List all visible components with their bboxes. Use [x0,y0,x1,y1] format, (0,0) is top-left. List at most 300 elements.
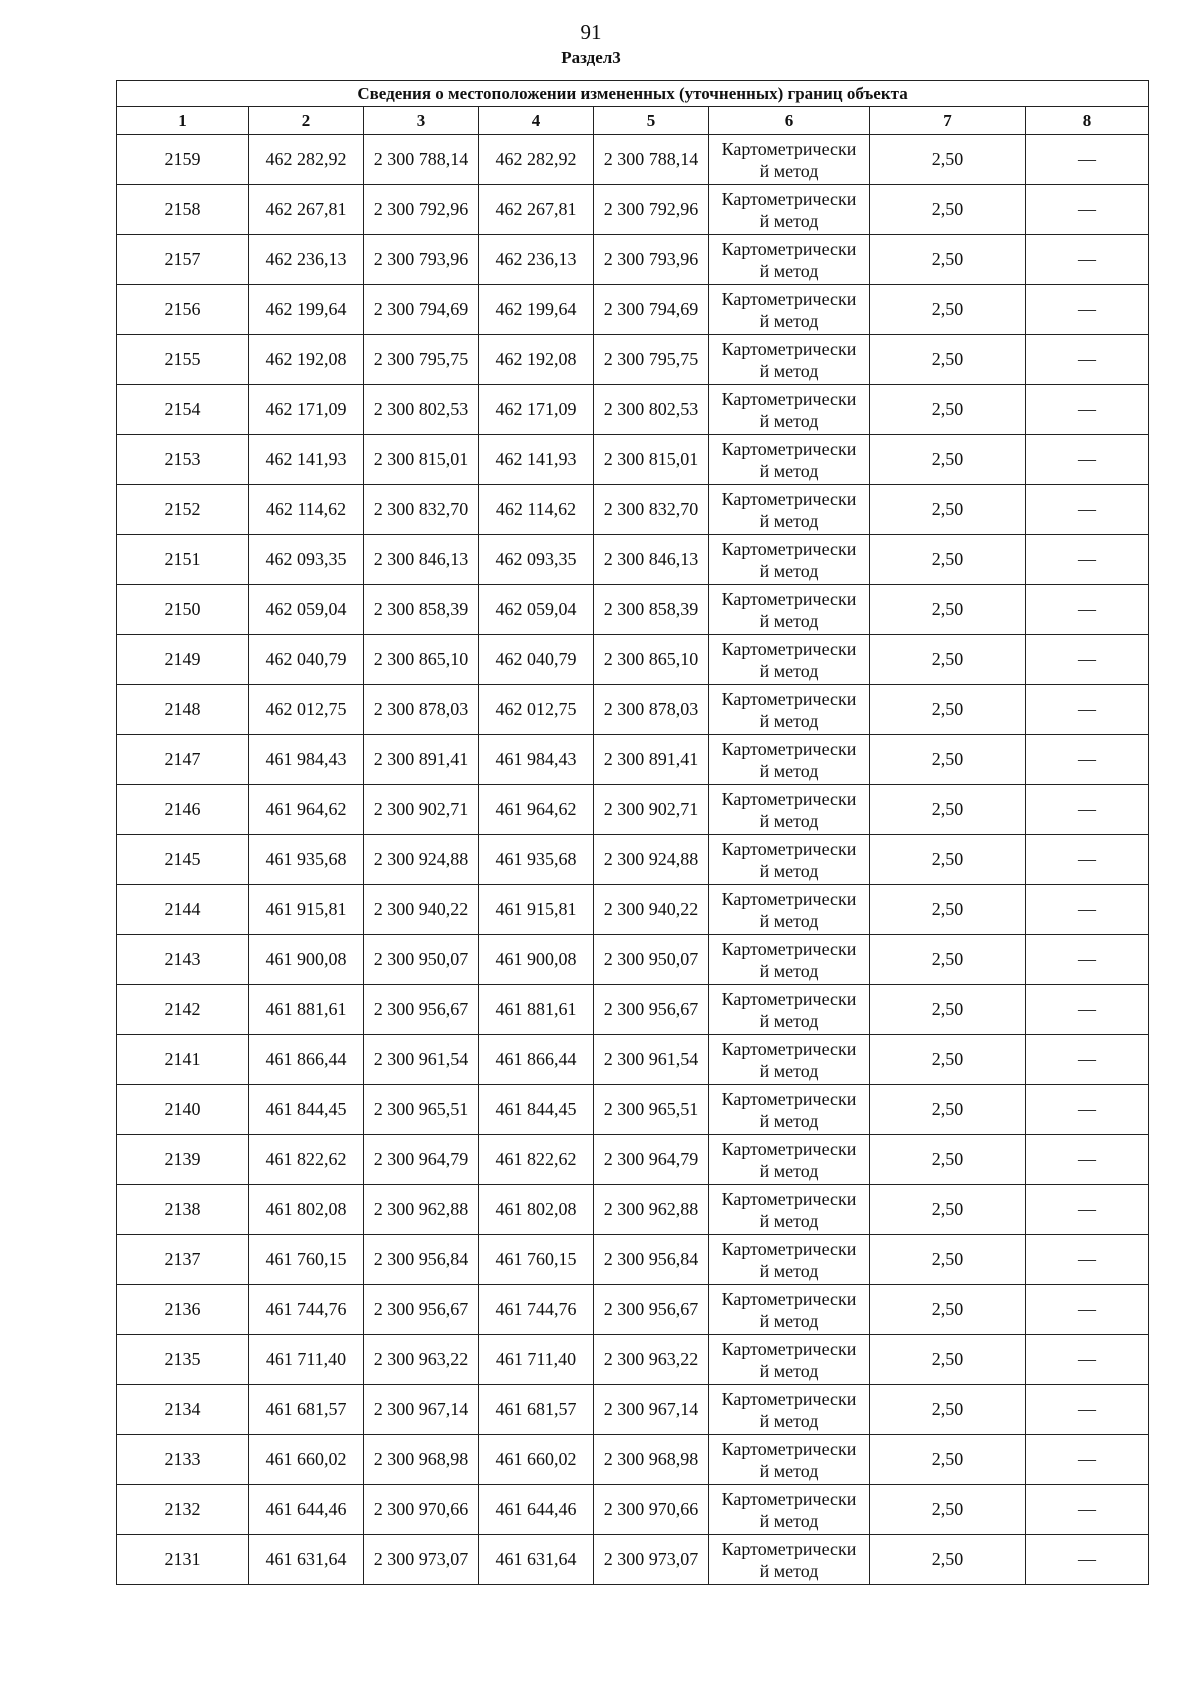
y-new-cell: 2 300 970,66 [594,1485,709,1535]
method-text: й метод [759,1460,819,1481]
accuracy-cell: 2,50 [870,735,1026,785]
y-old-cell: 2 300 956,67 [364,985,479,1035]
y-new-cell: 2 300 788,14 [594,135,709,185]
method-text: Картометрически [721,1238,857,1259]
point-number-cell: 2155 [117,335,249,385]
accuracy-cell: 2,50 [870,1435,1026,1485]
accuracy-cell: 2,50 [870,835,1026,885]
table-row [117,285,1149,335]
note-cell: — [1026,935,1149,985]
method-text: й метод [759,1260,819,1281]
table-row [117,585,1149,635]
x-old-cell: 462 093,35 [249,535,364,585]
point-number-cell: 2142 [117,985,249,1035]
y-new-cell: 2 300 950,07 [594,935,709,985]
method-cell [709,1485,870,1535]
y-old-cell: 2 300 846,13 [364,535,479,585]
accuracy-cell: 2,50 [870,585,1026,635]
y-new-cell: 2 300 802,53 [594,385,709,435]
table-caption-row [117,81,1149,107]
point-number-cell: 2159 [117,135,249,185]
method-cell [709,135,870,185]
table-row [117,1085,1149,1135]
method-text: Картометрически [721,338,857,359]
table-row [117,1035,1149,1085]
y-old-cell: 2 300 795,75 [364,335,479,385]
accuracy-cell: 2,50 [870,1085,1026,1135]
method-text: й метод [759,1360,819,1381]
method-text: й метод [759,710,819,731]
x-old-cell: 461 802,08 [249,1185,364,1235]
table-row [117,635,1149,685]
y-old-cell: 2 300 865,10 [364,635,479,685]
note-cell: — [1026,435,1149,485]
y-new-cell: 2 300 973,07 [594,1535,709,1585]
point-number-cell: 2141 [117,1035,249,1085]
y-old-cell: 2 300 858,39 [364,585,479,635]
accuracy-cell: 2,50 [870,385,1026,435]
method-text: й метод [759,1410,819,1431]
table-row [117,135,1149,185]
y-old-cell: 2 300 970,66 [364,1485,479,1535]
note-cell: — [1026,1285,1149,1335]
y-old-cell: 2 300 902,71 [364,785,479,835]
y-new-cell: 2 300 795,75 [594,335,709,385]
note-cell: — [1026,1535,1149,1585]
y-new-cell: 2 300 963,22 [594,1335,709,1385]
method-text: Картометрически [721,188,857,209]
y-old-cell: 2 300 964,79 [364,1135,479,1185]
accuracy-cell: 2,50 [870,1535,1026,1585]
y-old-cell: 2 300 967,14 [364,1385,479,1435]
x-new-cell: 462 012,75 [479,685,594,735]
y-new-cell: 2 300 902,71 [594,785,709,835]
point-number-cell: 2153 [117,435,249,485]
y-new-cell: 2 300 967,14 [594,1385,709,1435]
y-old-cell: 2 300 891,41 [364,735,479,785]
y-old-cell: 2 300 956,84 [364,1235,479,1285]
note-cell: — [1026,735,1149,785]
y-old-cell: 2 300 794,69 [364,285,479,335]
point-number-cell: 2147 [117,735,249,785]
method-cell [709,785,870,835]
method-text: Картометрически [721,788,857,809]
x-old-cell: 461 915,81 [249,885,364,935]
column-number-row [117,107,1149,135]
note-cell: — [1026,285,1149,335]
table-row [117,1285,1149,1335]
y-old-cell: 2 300 965,51 [364,1085,479,1135]
x-old-cell: 461 744,76 [249,1285,364,1335]
table-row [117,735,1149,785]
method-text: Картометрически [721,1288,857,1309]
x-new-cell: 461 935,68 [479,835,594,885]
point-number-cell: 2149 [117,635,249,685]
point-number-cell: 2151 [117,535,249,585]
note-cell: — [1026,1235,1149,1285]
method-text: й метод [759,760,819,781]
table-row [117,185,1149,235]
y-new-cell: 2 300 794,69 [594,285,709,335]
x-new-cell: 461 744,76 [479,1285,594,1335]
x-old-cell: 462 141,93 [249,435,364,485]
method-text: Картометрически [721,1388,857,1409]
method-cell [709,435,870,485]
y-new-cell: 2 300 956,67 [594,1285,709,1335]
y-old-cell: 2 300 924,88 [364,835,479,885]
y-new-cell: 2 300 964,79 [594,1135,709,1185]
y-old-cell: 2 300 815,01 [364,435,479,485]
x-old-cell: 462 236,13 [249,235,364,285]
method-text: Картометрически [721,1438,857,1459]
point-number-cell: 2135 [117,1335,249,1385]
method-text: Картометрически [721,688,857,709]
accuracy-cell: 2,50 [870,885,1026,935]
accuracy-cell: 2,50 [870,785,1026,835]
x-old-cell: 462 114,62 [249,485,364,535]
accuracy-cell: 2,50 [870,335,1026,385]
method-cell [709,285,870,335]
method-text: Картометрически [721,488,857,509]
accuracy-cell: 2,50 [870,535,1026,585]
x-old-cell: 462 199,64 [249,285,364,335]
point-number-cell: 2139 [117,1135,249,1185]
method-text: Картометрически [721,1338,857,1359]
method-cell [709,1235,870,1285]
method-text: Картометрически [721,888,857,909]
x-new-cell: 461 802,08 [479,1185,594,1235]
x-new-cell: 461 644,46 [479,1485,594,1535]
table-row [117,985,1149,1035]
y-new-cell: 2 300 956,67 [594,985,709,1035]
method-text: й метод [759,460,819,481]
note-cell: — [1026,885,1149,935]
note-cell: — [1026,1135,1149,1185]
method-cell [709,885,870,935]
y-old-cell: 2 300 963,22 [364,1335,479,1385]
point-number-cell: 2146 [117,785,249,835]
x-old-cell: 461 631,64 [249,1535,364,1585]
column-number-header: 1 [117,107,249,135]
x-new-cell: 462 267,81 [479,185,594,235]
method-text: Картометрически [721,838,857,859]
accuracy-cell: 2,50 [870,185,1026,235]
y-old-cell: 2 300 940,22 [364,885,479,935]
method-cell [709,585,870,635]
accuracy-cell: 2,50 [870,635,1026,685]
y-old-cell: 2 300 968,98 [364,1435,479,1485]
x-old-cell: 462 267,81 [249,185,364,235]
accuracy-cell: 2,50 [870,235,1026,285]
method-text: й метод [759,410,819,431]
table-row [117,235,1149,285]
y-new-cell: 2 300 965,51 [594,1085,709,1135]
x-new-cell: 462 093,35 [479,535,594,585]
method-text: Картометрически [721,1038,857,1059]
y-new-cell: 2 300 961,54 [594,1035,709,1085]
method-text: й метод [759,960,819,981]
method-text: й метод [759,860,819,881]
note-cell: — [1026,1335,1149,1385]
method-cell [709,185,870,235]
method-cell [709,1035,870,1085]
method-cell [709,985,870,1035]
point-number-cell: 2138 [117,1185,249,1235]
y-new-cell: 2 300 792,96 [594,185,709,235]
table-row [117,785,1149,835]
note-cell: — [1026,385,1149,435]
y-new-cell: 2 300 815,01 [594,435,709,485]
y-old-cell: 2 300 950,07 [364,935,479,985]
method-text: Картометрически [721,438,857,459]
table-row [117,1235,1149,1285]
method-cell [709,735,870,785]
table-row [117,1135,1149,1185]
x-old-cell: 462 012,75 [249,685,364,735]
method-cell [709,1335,870,1385]
x-new-cell: 462 236,13 [479,235,594,285]
point-number-cell: 2136 [117,1285,249,1335]
x-new-cell: 461 900,08 [479,935,594,985]
y-old-cell: 2 300 793,96 [364,235,479,285]
method-text: Картометрически [721,738,857,759]
point-number-cell: 2137 [117,1235,249,1285]
table-row [117,885,1149,935]
section-title: Раздел3 [561,48,621,67]
x-old-cell: 462 059,04 [249,585,364,635]
x-old-cell: 461 964,62 [249,785,364,835]
x-old-cell: 462 171,09 [249,385,364,435]
x-new-cell: 462 141,93 [479,435,594,485]
method-text: й метод [759,560,819,581]
method-cell [709,485,870,535]
x-new-cell: 461 660,02 [479,1435,594,1485]
point-number-cell: 2158 [117,185,249,235]
x-old-cell: 461 984,43 [249,735,364,785]
note-cell: — [1026,1035,1149,1085]
note-cell: — [1026,335,1149,385]
method-cell [709,935,870,985]
method-cell [709,1135,870,1185]
point-number-cell: 2133 [117,1435,249,1485]
method-text: й метод [759,610,819,631]
accuracy-cell: 2,50 [870,1235,1026,1285]
point-number-cell: 2145 [117,835,249,885]
method-cell [709,1085,870,1135]
y-new-cell: 2 300 968,98 [594,1435,709,1485]
table-row [117,1385,1149,1435]
x-old-cell: 461 844,45 [249,1085,364,1135]
x-old-cell: 461 644,46 [249,1485,364,1535]
accuracy-cell: 2,50 [870,1135,1026,1185]
x-old-cell: 461 760,15 [249,1235,364,1285]
accuracy-cell: 2,50 [870,135,1026,185]
accuracy-cell: 2,50 [870,1385,1026,1435]
note-cell: — [1026,485,1149,535]
table-row [117,435,1149,485]
point-number-cell: 2156 [117,285,249,335]
note-cell: — [1026,1385,1149,1435]
boundary-coordinates-table [116,80,1149,1585]
note-cell: — [1026,1085,1149,1135]
page-number: 91 [580,20,602,44]
table-row [117,1335,1149,1385]
y-new-cell: 2 300 832,70 [594,485,709,535]
point-number-cell: 2152 [117,485,249,535]
point-number-cell: 2150 [117,585,249,635]
accuracy-cell: 2,50 [870,935,1026,985]
y-new-cell: 2 300 878,03 [594,685,709,735]
note-cell: — [1026,785,1149,835]
method-cell [709,635,870,685]
point-number-cell: 2140 [117,1085,249,1135]
column-number-header: 3 [364,107,479,135]
method-text: й метод [759,210,819,231]
y-new-cell: 2 300 846,13 [594,535,709,585]
method-text: й метод [759,1010,819,1031]
method-text: й метод [759,260,819,281]
y-new-cell: 2 300 956,84 [594,1235,709,1285]
table-row [117,335,1149,385]
y-old-cell: 2 300 878,03 [364,685,479,735]
method-text: Картометрически [721,238,857,259]
method-text: Картометрически [721,388,857,409]
method-cell [709,1385,870,1435]
method-text: Картометрически [721,1488,857,1509]
y-new-cell: 2 300 962,88 [594,1185,709,1235]
x-new-cell: 462 114,62 [479,485,594,535]
y-new-cell: 2 300 793,96 [594,235,709,285]
method-text: Картометрически [721,1138,857,1159]
table-row [117,385,1149,435]
method-text: й метод [759,1210,819,1231]
note-cell: — [1026,985,1149,1035]
x-old-cell: 461 935,68 [249,835,364,885]
point-number-cell: 2148 [117,685,249,735]
x-old-cell: 461 681,57 [249,1385,364,1435]
x-new-cell: 461 881,61 [479,985,594,1035]
x-old-cell: 461 822,62 [249,1135,364,1185]
method-text: й метод [759,810,819,831]
method-text: й метод [759,1310,819,1331]
method-cell [709,335,870,385]
accuracy-cell: 2,50 [870,1035,1026,1085]
x-old-cell: 462 192,08 [249,335,364,385]
x-new-cell: 461 681,57 [479,1385,594,1435]
table-row [117,1485,1149,1535]
x-new-cell: 461 915,81 [479,885,594,935]
method-text: Картометрически [721,538,857,559]
note-cell: — [1026,1185,1149,1235]
x-new-cell: 461 711,40 [479,1335,594,1385]
x-new-cell: 461 822,62 [479,1135,594,1185]
note-cell: — [1026,1435,1149,1485]
method-cell [709,1435,870,1485]
y-new-cell: 2 300 891,41 [594,735,709,785]
point-number-cell: 2131 [117,1535,249,1585]
method-text: й метод [759,1560,819,1581]
y-old-cell: 2 300 832,70 [364,485,479,535]
note-cell: — [1026,185,1149,235]
y-old-cell: 2 300 788,14 [364,135,479,185]
x-old-cell: 461 881,61 [249,985,364,1035]
table-row [117,1535,1149,1585]
x-new-cell: 462 282,92 [479,135,594,185]
x-new-cell: 461 964,62 [479,785,594,835]
method-text: й метод [759,1160,819,1181]
method-text: Картометрически [721,938,857,959]
method-text: й метод [759,910,819,931]
method-text: Картометрически [721,638,857,659]
x-new-cell: 461 866,44 [479,1035,594,1085]
x-new-cell: 462 171,09 [479,385,594,435]
accuracy-cell: 2,50 [870,285,1026,335]
point-number-cell: 2157 [117,235,249,285]
method-cell [709,385,870,435]
table-row [117,1185,1149,1235]
point-number-cell: 2132 [117,1485,249,1535]
table-row [117,485,1149,535]
x-old-cell: 461 866,44 [249,1035,364,1085]
method-text: Картометрически [721,588,857,609]
y-new-cell: 2 300 858,39 [594,585,709,635]
x-old-cell: 461 660,02 [249,1435,364,1485]
column-number-header: 6 [709,107,870,135]
y-old-cell: 2 300 961,54 [364,1035,479,1085]
column-number-header: 4 [479,107,594,135]
y-old-cell: 2 300 802,53 [364,385,479,435]
point-number-cell: 2134 [117,1385,249,1435]
accuracy-cell: 2,50 [870,435,1026,485]
point-number-cell: 2143 [117,935,249,985]
method-text: Картометрически [721,138,857,159]
table-row [117,1435,1149,1485]
method-text: Картометрически [721,288,857,309]
y-new-cell: 2 300 940,22 [594,885,709,935]
table-row [117,685,1149,735]
y-old-cell: 2 300 792,96 [364,185,479,235]
note-cell: — [1026,585,1149,635]
method-cell [709,685,870,735]
x-old-cell: 461 900,08 [249,935,364,985]
y-old-cell: 2 300 973,07 [364,1535,479,1585]
method-text: й метод [759,1060,819,1081]
accuracy-cell: 2,50 [870,485,1026,535]
method-text: й метод [759,360,819,381]
table-caption: Сведения о местоположении измененных (уточненных) границ объекта [117,81,1149,107]
y-new-cell: 2 300 865,10 [594,635,709,685]
table-row [117,835,1149,885]
accuracy-cell: 2,50 [870,1185,1026,1235]
x-old-cell: 462 282,92 [249,135,364,185]
x-new-cell: 461 631,64 [479,1535,594,1585]
accuracy-cell: 2,50 [870,985,1026,1035]
x-old-cell: 461 711,40 [249,1335,364,1385]
accuracy-cell: 2,50 [870,1285,1026,1335]
x-old-cell: 462 040,79 [249,635,364,685]
column-number-header: 2 [249,107,364,135]
x-new-cell: 462 059,04 [479,585,594,635]
method-cell [709,1185,870,1235]
note-cell: — [1026,1485,1149,1535]
x-new-cell: 462 040,79 [479,635,594,685]
note-cell: — [1026,635,1149,685]
y-old-cell: 2 300 956,67 [364,1285,479,1335]
method-text: й метод [759,160,819,181]
point-number-cell: 2154 [117,385,249,435]
y-new-cell: 2 300 924,88 [594,835,709,885]
method-text: Картометрически [721,1538,857,1559]
